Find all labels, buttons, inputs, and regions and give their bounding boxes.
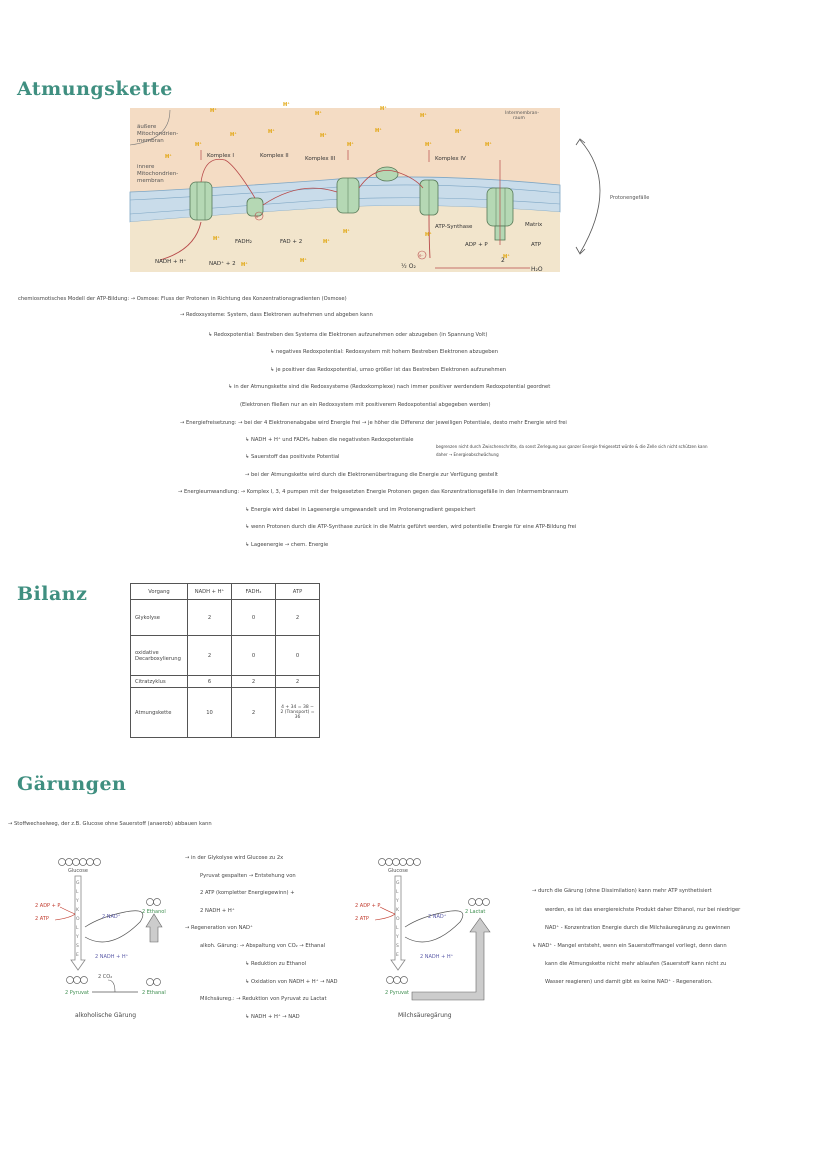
nad-label: 2 NAD⁺ bbox=[428, 914, 447, 920]
note-line: → bei der Atmungskette wird durch die Elektronenübertragung die Energie zur Verfügung gestellt bbox=[245, 472, 498, 478]
cell-nadh: 6 bbox=[188, 676, 232, 688]
svg-text:H⁺: H⁺ bbox=[343, 229, 350, 235]
lactat-label: 2 Lactat bbox=[465, 909, 486, 915]
note-line: (Elektronen fließen nur an ein Redoxsystem mit positiverem Redoxpotential abgegeben werden) bbox=[240, 402, 491, 408]
cell-nadh: 2 bbox=[188, 636, 232, 676]
middle-note: ↳ Reduktion zu Ethanol bbox=[245, 961, 307, 967]
matrix-label: Matrix bbox=[525, 222, 543, 228]
cell-atp: 2 bbox=[276, 600, 320, 636]
svg-text:H⁺: H⁺ bbox=[315, 111, 322, 117]
middle-note: alkoh. Gärung: → Abspaltung von CO₂ → Ethanal bbox=[200, 943, 326, 949]
cell-atp: 4 + 34 = 38 − 2 (Transport) = 36 bbox=[276, 688, 320, 738]
atmungskette-diagram bbox=[125, 100, 565, 280]
table-header: NADH + H⁺ bbox=[188, 584, 232, 600]
caption-alcoholic: alkoholische Gärung bbox=[75, 1012, 137, 1019]
svg-text:K: K bbox=[396, 908, 399, 913]
note-line: ↳ in der Atmungskette sind die Redoxsysteme (Redoxkomplexe) nach immer positiver werdendem Redoxpotential geordnet bbox=[228, 384, 551, 390]
table-row bbox=[131, 676, 320, 688]
table-header: ATP bbox=[276, 584, 320, 600]
nadh-label: NADH + H⁺ bbox=[155, 259, 187, 265]
row-label: Glykolyse bbox=[131, 600, 188, 636]
intermembrane-label-1: Intermembran- bbox=[505, 111, 539, 116]
cytochrome-c bbox=[376, 167, 398, 181]
proton-gradient-arrow bbox=[570, 135, 680, 260]
intermembrane-label-2: raum bbox=[513, 116, 525, 121]
svg-text:Y: Y bbox=[396, 935, 399, 940]
middle-note: 2 ATP (kompletter Energiegewinn) + bbox=[200, 890, 295, 896]
table-header: Vorgang bbox=[131, 584, 188, 600]
svg-text:H⁺: H⁺ bbox=[485, 142, 492, 148]
note-line: ↳ Redoxpotential: Bestreben des Systems die Elektronen aufzunehmen oder abzugeben (in Spannung Volt) bbox=[208, 332, 488, 338]
cell-atp: 0 bbox=[276, 636, 320, 676]
note-line: ↳ Lageenergie → chem. Energie bbox=[245, 542, 329, 548]
outer-membrane-label-3: membran bbox=[137, 138, 164, 144]
electron-label-1: e⁻ bbox=[256, 214, 261, 219]
note-line: chemiosmotisches Modell der ATP-Bildung: → Osmose: Fluss der Protonen in Richtung des Konzentrationsgradienten (Osmose) bbox=[18, 296, 347, 302]
adp-label: 2 ADP + P bbox=[35, 903, 61, 909]
note-line: begrenzen nicht durch Zwischenschritte, da sonst Zerlegung aus ganzer Energie freigesetzt würde & die Zelle sich nicht schützen kann bbox=[436, 444, 708, 449]
svg-text:H⁺: H⁺ bbox=[425, 142, 432, 148]
cell-fadh: 2 bbox=[232, 688, 276, 738]
alcoholic-fermentation-diagram bbox=[30, 852, 180, 1002]
note-line: → Energiefreisetzung: → bei der 4 Elektronenabgabe wird Energie frei → je höher die Differenz der jeweiligen Potentiale, desto mehr Energie wird frei bbox=[180, 420, 567, 426]
middle-note: Pyruvat gespalten → Entstehung von bbox=[200, 873, 296, 879]
outer-membrane-label-1: äußere bbox=[137, 124, 157, 130]
middle-note: 2 NADH + H⁺ bbox=[200, 908, 235, 914]
svg-text:L: L bbox=[76, 926, 79, 931]
note-line: ↳ NADH + H⁺ und FADH₂ haben die negativsten Redoxpotentiale bbox=[245, 437, 414, 443]
svg-text:O: O bbox=[76, 917, 80, 922]
right-note: werden, es ist das energiereichste Produkt daher Ethanol, nur bei niedriger bbox=[545, 907, 741, 913]
nad-label: NAD⁺ + 2 bbox=[209, 261, 236, 267]
h2o-label: H₂O bbox=[531, 266, 543, 273]
svg-text:H⁺: H⁺ bbox=[380, 106, 387, 112]
svg-text:H⁺: H⁺ bbox=[347, 142, 354, 148]
atp-label: ATP bbox=[531, 242, 542, 248]
note-line: ↳ Energie wird dabei in Lageenergie umgewandelt und im Protonengradient gespeichert bbox=[245, 507, 476, 513]
outer-membrane-label-2: Mitochondrien- bbox=[137, 131, 179, 137]
note-line: ↳ negatives Redoxpotential: Redoxsystem mit hohem Bestreben Elektronen abzugeben bbox=[270, 349, 499, 355]
svg-text:H⁺: H⁺ bbox=[283, 102, 290, 108]
caption-lactic: Milchsäuregärung bbox=[398, 1012, 452, 1019]
pyruvat-label: 2 Pyruvat bbox=[65, 990, 89, 996]
svg-text:E: E bbox=[396, 953, 399, 958]
heading-atmungskette: Atmungskette bbox=[17, 78, 173, 100]
svg-text:G: G bbox=[396, 881, 400, 886]
glykolyse-letters bbox=[395, 880, 400, 958]
glykolyse-letters bbox=[75, 880, 80, 958]
cell-nadh: 10 bbox=[188, 688, 232, 738]
middle-note: ↳ Oxidation von NADH + H⁺ → NAD bbox=[245, 979, 338, 985]
atp-label: 2 ATP bbox=[355, 916, 369, 922]
svg-text:Y: Y bbox=[76, 899, 79, 904]
ethanal-label: 2 Ethanal bbox=[142, 990, 166, 996]
nadh-label: 2 NADH + H⁺ bbox=[420, 954, 454, 960]
cell-fadh: 0 bbox=[232, 600, 276, 636]
middle-note: ↳ NADH + H⁺ → NAD bbox=[245, 1014, 300, 1020]
lactic-fermentation-diagram bbox=[350, 852, 500, 1002]
ethanol-label: 2 Ethanol bbox=[142, 909, 166, 915]
row-label: Citratzyklus bbox=[131, 676, 188, 688]
svg-text:Y: Y bbox=[396, 899, 399, 904]
svg-text:G: G bbox=[76, 881, 80, 886]
svg-text:H⁺: H⁺ bbox=[230, 132, 237, 138]
right-note: → durch die Gärung (ohne Dissimilation) kann mehr ATP synthetisiert bbox=[532, 888, 712, 894]
fad-label: FAD + 2 bbox=[280, 239, 303, 245]
note-line: → Redoxsysteme: System, dass Elektronen aufnehmen und abgeben kann bbox=[180, 312, 373, 318]
middle-note: Milchsäureg.: → Reduktion von Pyruvat zu Lactat bbox=[200, 996, 327, 1002]
heading-gaerungen: Gärungen bbox=[17, 773, 127, 795]
complex-4 bbox=[420, 180, 438, 215]
svg-text:H⁺: H⁺ bbox=[323, 239, 330, 245]
note-line: ↳ Sauerstoff das positivste Potential bbox=[245, 454, 340, 460]
svg-text:S: S bbox=[396, 944, 399, 949]
middle-note: → in der Glykolyse wird Glucose zu 2x bbox=[185, 855, 284, 861]
svg-text:L: L bbox=[396, 926, 399, 931]
co2-label: 2 CO₂ bbox=[98, 974, 113, 980]
table-row bbox=[131, 600, 320, 636]
svg-text:H⁺: H⁺ bbox=[241, 262, 248, 268]
note-line: ↳ wenn Protonen durch die ATP-Synthase zurück in die Matrix geführt werden, wird potentielle Energie für eine ATP-Bildung frei bbox=[245, 524, 577, 530]
svg-text:H⁺: H⁺ bbox=[213, 236, 220, 242]
middle-note: → Regeneration von NAD⁺ bbox=[185, 925, 253, 931]
svg-text:H⁺: H⁺ bbox=[320, 133, 327, 139]
bilanz-table bbox=[130, 583, 320, 738]
nadh-label: 2 NADH + H⁺ bbox=[95, 954, 129, 960]
inner-membrane-label-1: innere bbox=[137, 164, 155, 170]
svg-text:O: O bbox=[396, 917, 400, 922]
atp-synthase-label: ATP-Synthase bbox=[435, 224, 473, 230]
ethanol-arrow bbox=[146, 914, 162, 942]
complex-2 bbox=[247, 198, 263, 216]
svg-text:S: S bbox=[76, 944, 79, 949]
right-note: kann die Atmungskette nicht mehr ablaufen (Sauerstoff kann nicht zu bbox=[545, 961, 727, 967]
svg-text:H⁺: H⁺ bbox=[420, 113, 427, 119]
two-h-label: 2 bbox=[501, 257, 505, 264]
fadh2-label: FADH₂ bbox=[235, 239, 252, 245]
svg-text:L: L bbox=[396, 890, 399, 895]
svg-text:H⁺: H⁺ bbox=[300, 258, 307, 264]
svg-text:Y: Y bbox=[76, 935, 79, 940]
complex-3 bbox=[337, 178, 359, 213]
complex-4-label: Komplex IV bbox=[435, 156, 466, 162]
svg-text:H⁺: H⁺ bbox=[268, 129, 275, 135]
complex-2-label: Komplex II bbox=[260, 153, 289, 159]
table-row bbox=[131, 688, 320, 738]
cell-nadh: 2 bbox=[188, 600, 232, 636]
svg-text:H⁺: H⁺ bbox=[195, 142, 202, 148]
adp-label: 2 ADP + P bbox=[355, 903, 381, 909]
cell-fadh: 0 bbox=[232, 636, 276, 676]
pyruvat-label: 2 Pyruvat bbox=[385, 990, 409, 996]
electron-label-2: e⁻ bbox=[419, 253, 424, 258]
inner-membrane-label-2: Mitochondrien- bbox=[137, 171, 179, 177]
right-note: ↳ NAD⁺ - Mangel entsteht, wenn ein Sauerstoffmangel vorliegt, denn dann bbox=[532, 943, 727, 949]
svg-text:E: E bbox=[76, 953, 79, 958]
svg-text:H⁺: H⁺ bbox=[210, 108, 217, 114]
nad-label: 2 NAD⁺ bbox=[102, 914, 121, 920]
glucose-label: Glucose bbox=[388, 868, 408, 874]
row-label: oxidative Decarboxylierung bbox=[131, 636, 188, 676]
cell-atp: 2 bbox=[276, 676, 320, 688]
table-row bbox=[131, 636, 320, 676]
right-note: NAD⁺ - Konzentration Energie durch die Milchsäuregärung zu gewinnen bbox=[545, 925, 731, 931]
note-line: daher → Energieabschwächung bbox=[436, 452, 499, 457]
atp-label: 2 ATP bbox=[35, 916, 49, 922]
inner-membrane-label-3: membran bbox=[137, 178, 164, 184]
right-note: Wasser reagieren) und damit gibt es keine NAD⁺ - Regeneration. bbox=[545, 979, 713, 985]
note-line: ↳ je positiver das Redoxpotential, umso größer ist das Bestreben Elektronen aufzunehmen bbox=[270, 367, 507, 373]
note-line: → Energieumwandlung: → Komplex I, 3, 4 pumpen mit der freigesetzten Energie Protonen gegen das Konzentrationsgefälle in den Intermembranraum bbox=[178, 489, 569, 495]
complex-3-label: Komplex III bbox=[305, 156, 336, 162]
svg-text:H⁺: H⁺ bbox=[503, 254, 510, 260]
svg-text:H⁺: H⁺ bbox=[375, 128, 382, 134]
svg-text:H⁺: H⁺ bbox=[425, 232, 432, 238]
proton-gradient-label: Protonengefälle bbox=[610, 195, 650, 201]
svg-text:L: L bbox=[76, 890, 79, 895]
half-o2-label: ½ O₂ bbox=[401, 263, 416, 270]
glucose-label: Glucose bbox=[68, 868, 88, 874]
table-header: FADH₂ bbox=[232, 584, 276, 600]
adp-label: ADP + P bbox=[465, 242, 488, 248]
cell-fadh: 2 bbox=[232, 676, 276, 688]
svg-text:K: K bbox=[76, 908, 79, 913]
complex-1 bbox=[190, 182, 212, 220]
row-label: Atmungskette bbox=[131, 688, 188, 738]
gaerung-intro: → Stoffwechselweg, der z.B. Glucose ohne Sauerstoff (anaerob) abbauen kann bbox=[8, 821, 212, 827]
heading-bilanz: Bilanz bbox=[17, 583, 88, 605]
svg-text:H⁺: H⁺ bbox=[455, 129, 462, 135]
complex-1-label: Komplex I bbox=[207, 153, 234, 159]
svg-text:H⁺: H⁺ bbox=[165, 154, 172, 160]
